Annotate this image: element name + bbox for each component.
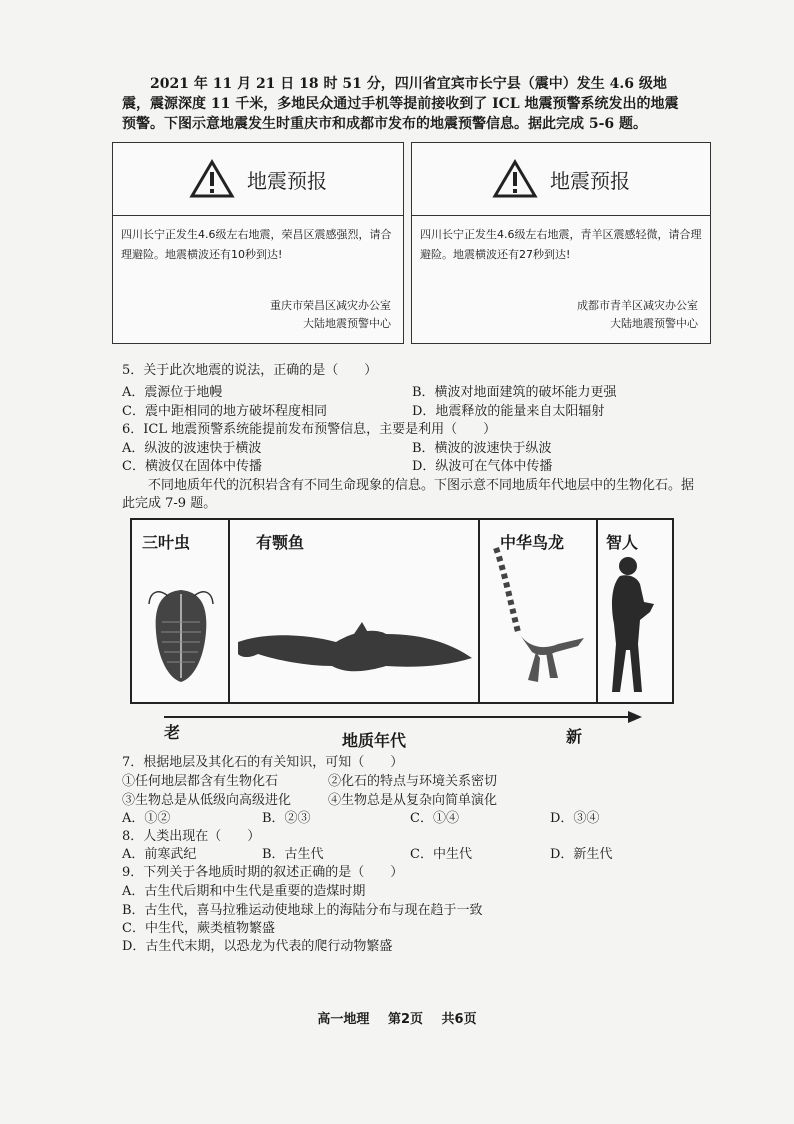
q7-statement-2: ②化石的特点与环境关系密切 [328,774,498,789]
warning-center: 大陆地震预警中心 [610,317,698,330]
question-5-stem: 5．关于此次地震的说法，正确的是（ ） [122,363,378,378]
q7-option-a: A．①② [122,811,171,826]
fossil-label-sinosauropteryx: 中华鸟龙 [500,533,565,552]
q6-option-a: A．纵波的波速快于横波 [122,441,262,456]
homo-sapiens-icon [604,554,664,698]
q7-option-d: D．③④ [550,811,600,826]
q6-option-d: D．纵波可在气体中传播 [412,459,553,474]
q5-option-c: C．震中距相同的地方破坏程度相同 [122,404,327,419]
footer-subject: 高一地理 [317,1012,370,1027]
q8-option-d: D．新生代 [550,847,613,862]
warning-header [113,143,403,215]
sinosauropteryx-icon [488,540,592,688]
q9-option-a: A．古生代后期和中生代是重要的造煤时期 [122,884,366,899]
warning-message: 四川长宁正发生4.6级左右地震，青羊区震感轻微，请合理避险。地震横波还有27秒到达! [420,228,702,261]
q7-statement-1: ①任何地层都含有生物化石 [122,774,279,789]
axis-label-new: 新 [566,727,583,746]
question-7-stem: 7．根据地层及其化石的有关知识，可知（ ） [122,755,404,770]
warning-title: 地震预报 [550,168,630,193]
q7-option-c: C．①④ [410,811,459,826]
question-9-stem: 9．下列关于各地质时期的叙述正确的是（ ） [122,865,404,880]
q8-option-a: A．前寒武纪 [122,847,197,862]
axis-label-old: 老 [164,723,181,742]
warning-center: 大陆地震预警中心 [303,317,391,330]
q9-option-b: B．古生代，喜马拉雅运动使地球上的海陆分布与现在趋于一致 [122,903,483,918]
intro-paragraph-2: 不同地质年代的沉积岩含有不同生命现象的信息。下图示意不同地质年代地层中的生物化石。据此完成 7-9 题。 [122,478,695,511]
earthquake-warning-chengdu [411,142,711,344]
earthquake-warning-chongqing [112,142,404,344]
warning-triangle-icon [189,159,235,199]
warning-office: 成都市青羊区减灾办公室 [577,299,698,312]
fossil-cell-homo-sapiens [596,520,670,702]
warning-header [412,143,710,215]
q7-statement-3: ③生物总是从低级向高级进化 [122,793,292,808]
axis-title: 地质年代 [342,731,407,750]
intro-paragraph: 2021 年 11 月 21 日 18 时 51 分，四川省宜宾市长宁县（震中）发生 4.6 级地震，震源深度 11 千米，多地民众通过手机等提前接收到了 ICL 地震预警系统发出的地震预警。下图示意地震发生时重庆市和成都市发布的地震预警信息。据此完成 5-6 题。 [122,76,679,132]
trilobite-icon [146,586,216,686]
divider [113,215,403,216]
warning-signature [577,297,698,333]
q5-option-a: A．震源位于地幔 [122,385,223,400]
q5-option-d: D．地震释放的能量来自太阳辐射 [412,404,605,419]
warning-signature [270,297,391,333]
q8-option-c: C．中生代 [410,847,472,862]
question-6-stem: 6．ICL 地震预警系统能提前发布预警信息，主要是利用（ ） [122,422,497,437]
divider [412,215,710,216]
warning-message: 四川长宁正发生4.6级左右地震，荣昌区震感强烈，请合理避险。地震横波还有10秒到达! [121,228,392,261]
q6-option-b: B．横波的波速快于纵波 [412,441,552,456]
footer-total: 共6页 [441,1012,477,1027]
fossil-cell-trilobite [132,520,230,702]
q9-option-c: C．中生代，蕨类植物繁盛 [122,921,275,936]
page-footer [0,1008,794,1027]
warning-title: 地震预报 [247,168,327,193]
jawed-fish-icon [236,620,476,680]
warning-triangle-icon [492,159,538,199]
footer-page: 第2页 [387,1012,423,1027]
fossil-cell-jawed-fish [228,520,480,702]
q7-option-b: B．②③ [262,811,311,826]
q7-statement-4: ④生物总是从复杂向简单演化 [328,793,498,808]
q9-option-d: D．古生代末期，以恐龙为代表的爬行动物繁盛 [122,939,393,954]
fossil-figure [130,518,674,704]
fossil-label-jawed-fish: 有颚鱼 [256,533,305,552]
q5-option-b: B．横波对地面建筑的破坏能力更强 [412,385,617,400]
q8-option-b: B．古生代 [262,847,324,862]
q6-option-c: C．横波仅在固体中传播 [122,459,262,474]
fossil-cell-sinosauropteryx [478,520,598,702]
warning-office: 重庆市荣昌区减灾办公室 [270,299,391,312]
question-8-stem: 8．人类出现在（ ） [122,829,261,844]
fossil-label-trilobite: 三叶虫 [142,533,191,552]
fossil-label-homo-sapiens: 智人 [606,533,639,552]
